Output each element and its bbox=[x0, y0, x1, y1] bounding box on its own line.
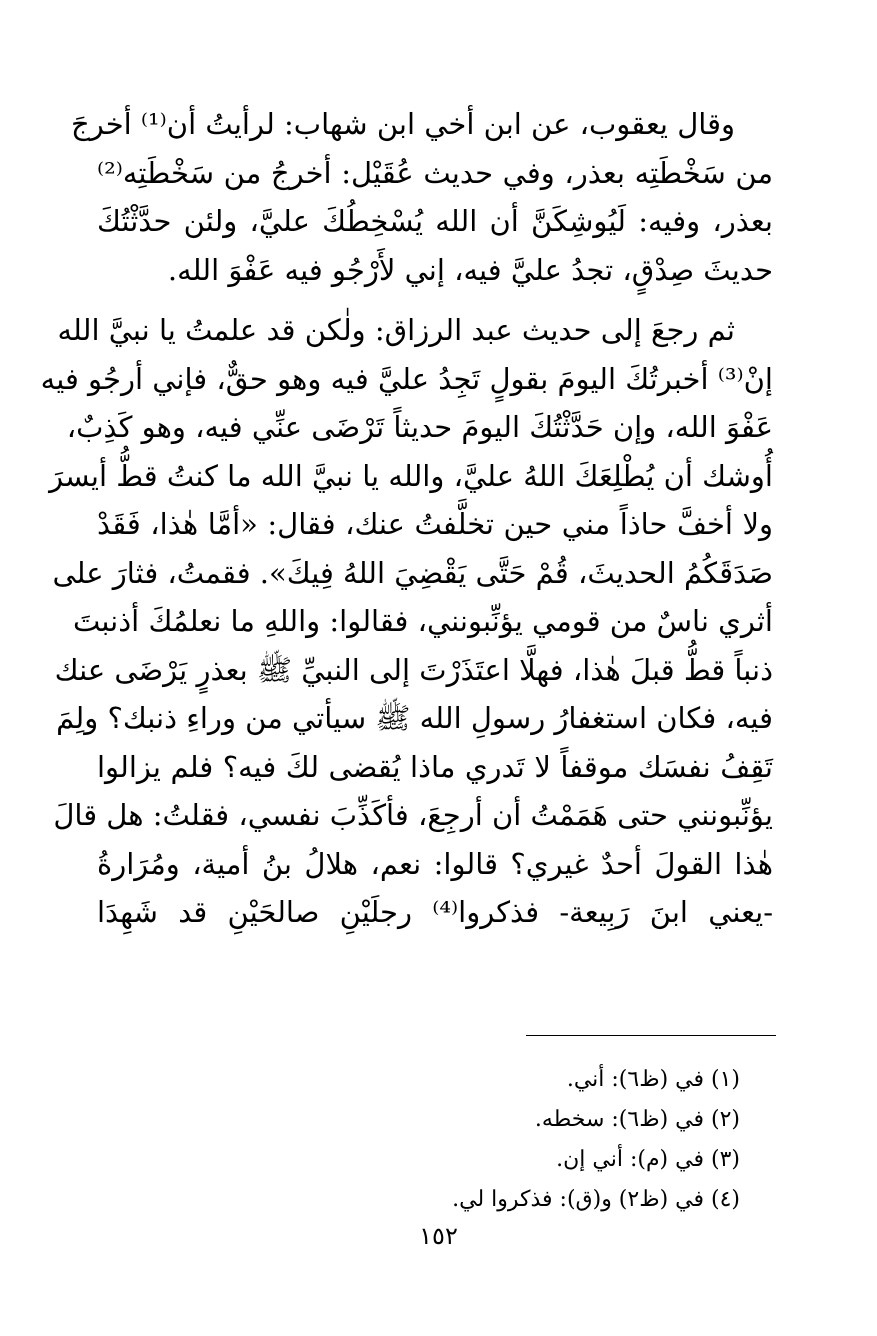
text-line: فيه، فكان استغفارُ رسولِ الله ﷺ سيأتي من وراءِ ذنبك؟ ولِمَ bbox=[56, 701, 773, 735]
footnote-3: (٣) في (م): أني إن. bbox=[556, 1147, 740, 1172]
footnote-1: (١) في (ظ٦): أني. bbox=[566, 1067, 740, 1092]
text-line: ذنباً قطُّ قبلَ هٰذا، فهلَّا اعتَذَرْتَ إلى النبيِّ ﷺ بعذرٍ يَرْضَى عنك bbox=[54, 652, 773, 687]
text-line: يؤنِّبونني حتى هَمَمْتُ أن أرجِعَ، فأكَذِّبَ نفسي، فقلتُ: هل قالَ bbox=[53, 798, 773, 832]
main-text bbox=[40, 100, 773, 949]
text-line: وقال يعقوب، عن ابن أخي ابن شهاب: لرأيتُ أن⁽¹⁾ أخرجَ bbox=[70, 107, 735, 141]
text-line: ثم رجعَ إلى حديث عبد الرزاق: ولٰكن قد علمتُ يا نبيَّ الله bbox=[57, 313, 735, 347]
text-line: عَفْوَ الله، وإن حَدَّثْتُكَ اليومَ حديثاً تَرْضَى عنِّي فيه، وهو كَذِبٌ، bbox=[66, 410, 773, 444]
footnote-2: (٢) في (ظ٦): سخطه. bbox=[534, 1107, 740, 1132]
text-line: بعذر، وفيه: لَيُوشِكَنَّ أن الله يُسْخِطُكَ عليَّ، ولئن حدَّثْتُكَ bbox=[97, 204, 773, 238]
paragraph-2 bbox=[40, 306, 773, 937]
paragraph-1 bbox=[70, 100, 773, 294]
text-line: أُوشك أن يُطْلِعَكَ اللهُ عليَّ، والله يا نبيَّ الله ما كنتُ قطُّ أيسرَ bbox=[49, 458, 773, 493]
text-line: من سَخْطَتِه بعذر، وفي حديث عُقَيْل: أخرجُ من سَخْطَتِه⁽²⁾ bbox=[97, 155, 773, 190]
text-line: هٰذا القولَ أحدٌ غيري؟ قالوا: نعم، هلالُ بنُ أمية، ومُرَارةُ bbox=[97, 846, 773, 881]
text-line: -يعني ابنَ رَبِيعة- فذكروا⁽⁴⁾ رجلَيْنِ صالحَيْنِ قد شَهِدَا bbox=[97, 895, 773, 929]
text-line: صَدَقَكُمُ الحديثَ، قُمْ حَتَّى يَقْضِيَ اللهُ فِيكَ». فقمتُ، فثارَ على bbox=[52, 555, 773, 590]
footnote-separator bbox=[526, 1035, 776, 1036]
footnotes bbox=[140, 1060, 740, 1220]
text-line: ولا أخفَّ حاذاً مني حين تخلَّفتُ عنك، فقال: «أمَّا هٰذا، فَقَدْ bbox=[97, 507, 773, 541]
footnote-4: (٤) في (ظ٢) و(ق): فذكروا لي. bbox=[452, 1187, 740, 1212]
text-line: حديثَ صِدْقٍ، تجدُ عليَّ فيه، إني لأَرْجُو فيه عَفْوَ الله. bbox=[167, 252, 773, 287]
text-line: إنْ⁽³⁾ أخبرتُكَ اليومَ بقولٍ تَجِدُ عليَّ فيه وهو حقٌّ، فإني أرجُو فيه bbox=[40, 361, 773, 396]
text-line: أثري ناسٌ من قومي يؤنِّبونني، فقالوا: واللهِ ما نعلمُكَ أذنبتَ bbox=[72, 604, 773, 638]
page-number: ١٥٢ bbox=[419, 1222, 458, 1250]
text-line: تَقِفُ نفسَك موقفاً لا تَدري ماذا يُقضى لكَ فيه؟ فلم يزالوا bbox=[97, 749, 773, 784]
